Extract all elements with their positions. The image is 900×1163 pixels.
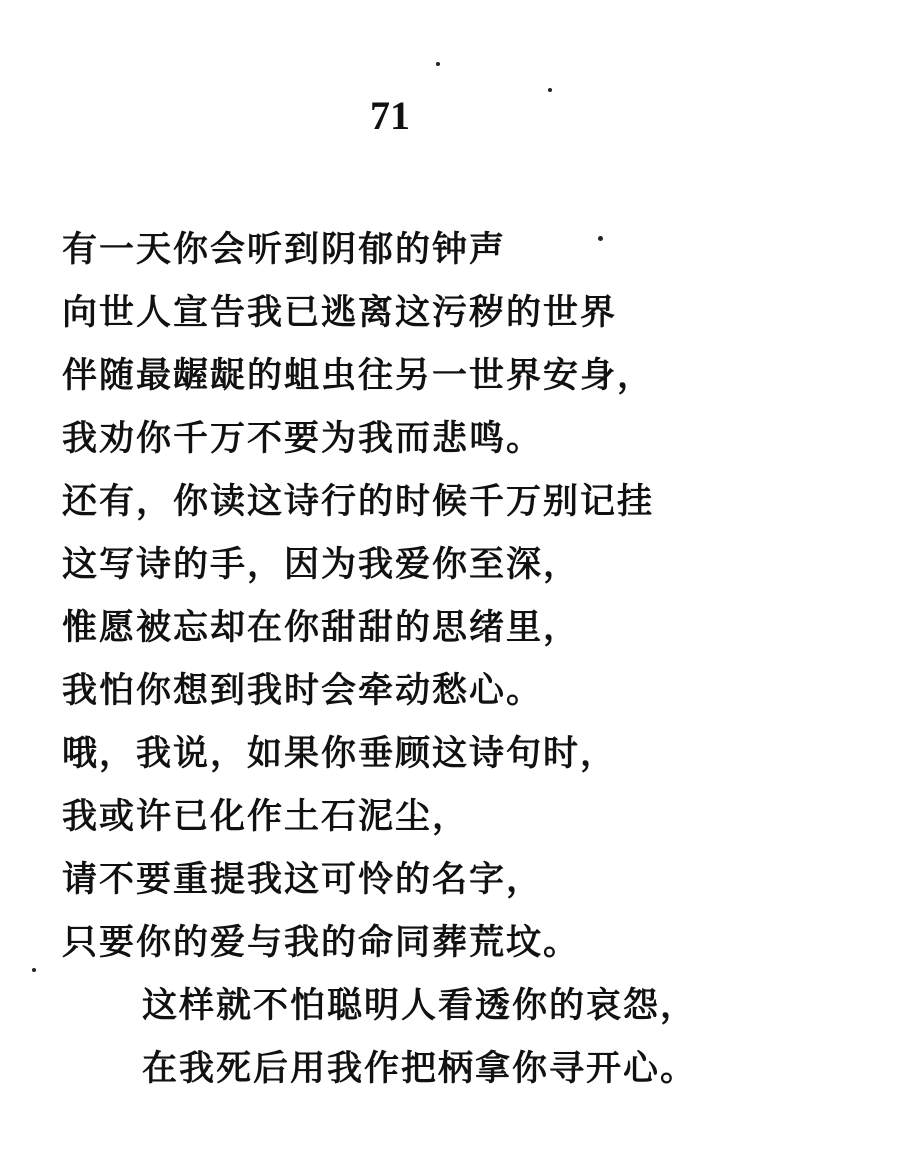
poem-line: 只要你的爱与我的命同葬荒坟。: [62, 922, 581, 963]
poem-line: 有一天你会听到阴郁的钟声: [62, 229, 507, 270]
couplet-line: 这样就不怕聪明人看透你的哀怨，: [142, 985, 698, 1026]
poem-line: 请不要重提我这可怜的名字，: [62, 859, 544, 900]
poem-line: 哦，我说，如果你垂顾这诗句时，: [62, 733, 618, 774]
poem-text: [62, 218, 862, 1100]
couplet-line: 在我死后用我作把柄拿你寻开心。: [142, 1048, 698, 1089]
poem-line: 我怕你想到我时会牵动愁心。: [62, 670, 544, 711]
poem-line: 惟愿被忘却在你甜甜的思绪里，: [62, 607, 581, 648]
scan-speck: [32, 968, 36, 972]
poem-line: 这写诗的手，因为我爱你至深，: [62, 544, 581, 585]
poem-line: 伴随最龌龊的蛆虫往另一世界安身，: [62, 355, 655, 396]
poem-line: 还有，你读这诗行的时候千万别记挂: [62, 481, 655, 522]
poem-line: 我或许已化作土石泥尘，: [62, 796, 470, 837]
poem-line: 向世人宣告我已逃离这污秽的世界: [62, 292, 618, 333]
poem-line: 我劝你千万不要为我而悲鸣。: [62, 418, 544, 459]
page-number: 71: [370, 93, 410, 138]
scan-speck: [436, 62, 440, 66]
